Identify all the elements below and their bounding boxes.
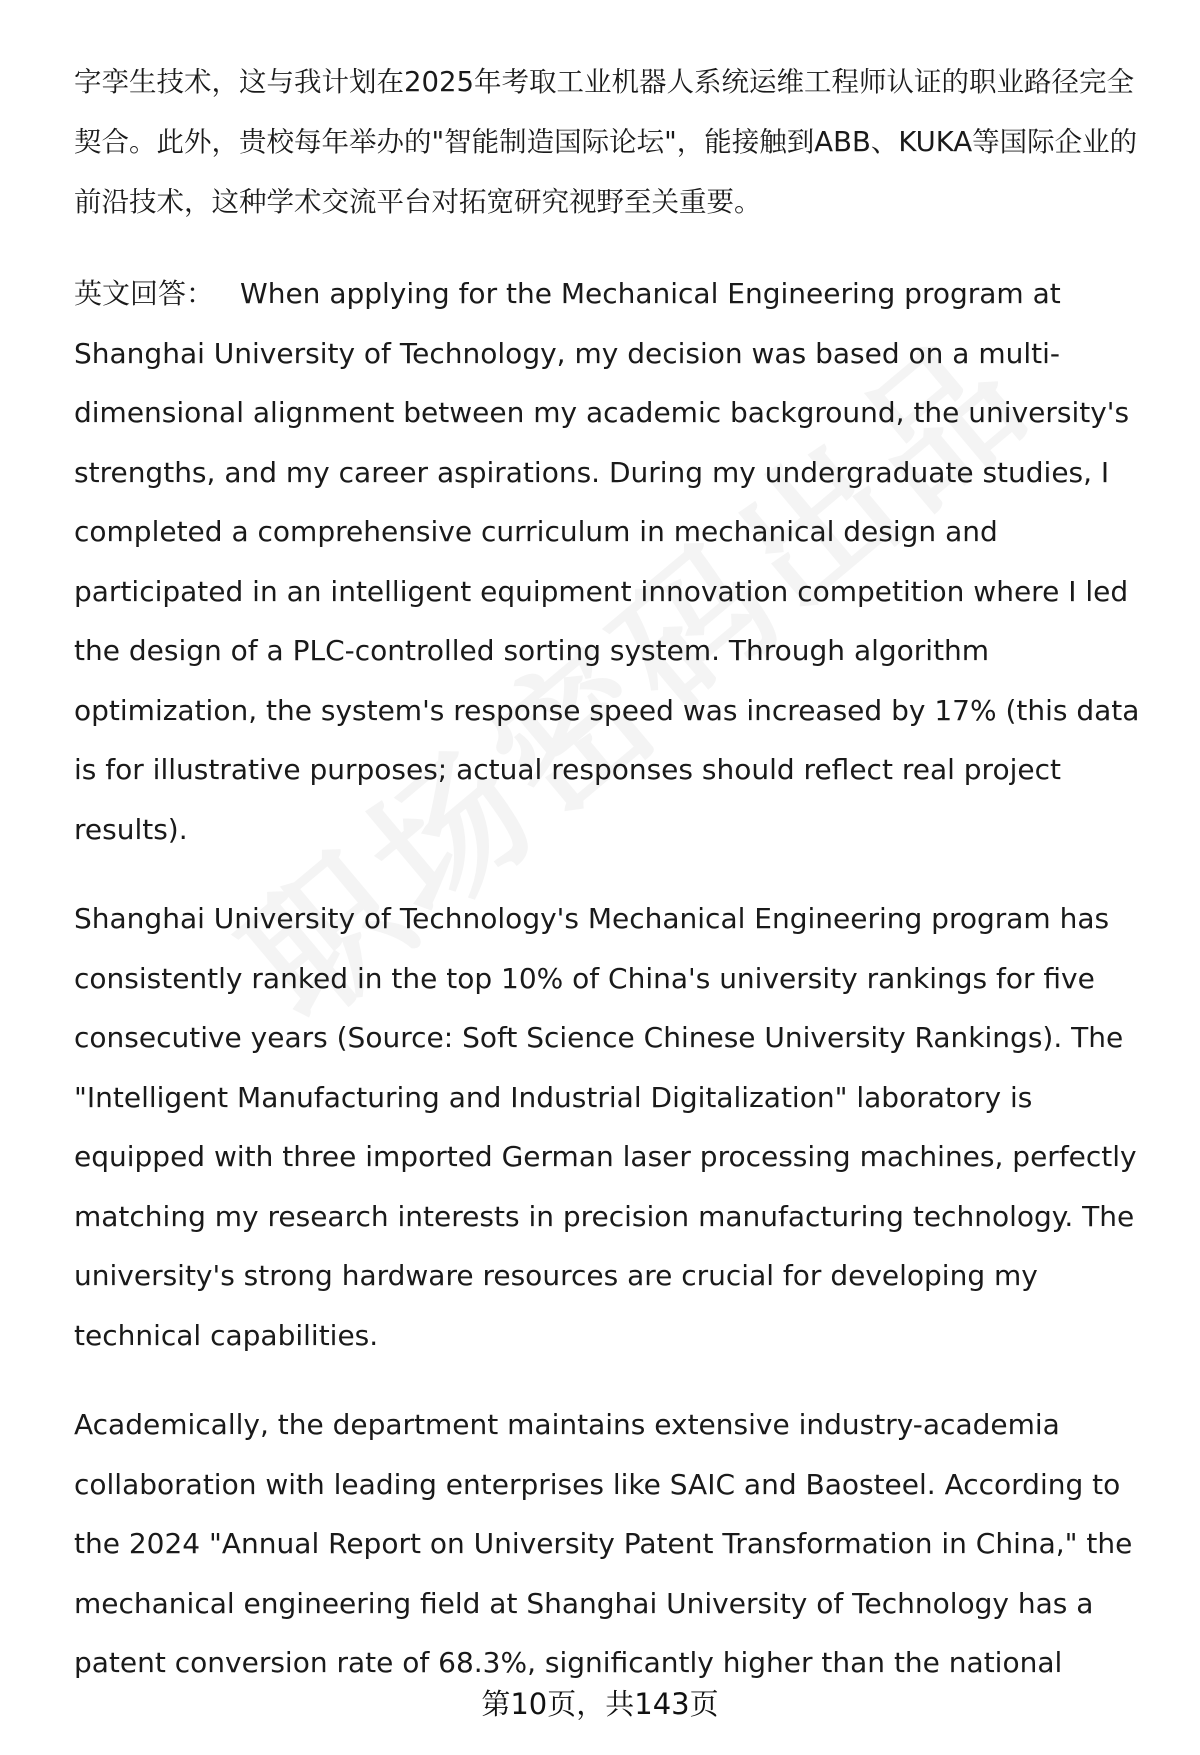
paragraph-program-ranking: Shanghai University of Technology's Mechanical Engineering program has consistently ranked in the top 10% of China's university rankings for five consecutive years (Source: Soft Science Chinese University Rankings). The "Intelligent Manufacturing and Industrial Digitalization" laboratory is equipped with three imported German laser processing machines, perfectly matching my research interests in precision manufacturing technology. The university's strong hardware resources are crucial for developing my technical capabilities. <box>74 902 1137 1352</box>
paragraph-text: When applying for the Mechanical Engineering program at Shanghai University of Technology, my decision was based on a multi-dimensional alignment between my academic background, the university's strengths, and my career aspirations. During my undergraduate studies, I completed a comprehensive curriculum in mechanical design and participated in an intelligent equipment innovation competition where I led the design of a PLC-controlled sorting system. Through algorithm optimization, the system's response speed was increased by 17% (this data is for illustrative purposes; actual responses should reflect real project results). <box>74 277 1140 846</box>
answer-label: 英文回答： <box>74 277 215 310</box>
paragraph-academic-collaboration: Academically, the department maintains extensive industry-academia collaboration with leading enterprises like SAIC and Baosteel. According to the 2024 "Annual Report on University Patent Transformation in China," the mechanical engineering field at Shanghai University of Technology has a patent conversion rate of 68.3%, significantly higher than the national <box>74 1408 1133 1679</box>
paragraph-english-answer <box>74 264 1154 859</box>
paragraph-chinese-intro: 字孪生技术，这与我计划在2025年考取工业机器人系统运维工程师认证的职业路径完全契合。此外，贵校每年举办的"智能制造国际论坛"，能接触到ABB、KUKA等国际企业的前沿技术，这种学术交流平台对拓宽研究视野至关重要。 <box>74 66 1138 218</box>
page-number-footer: 第10页，共143页 <box>481 1687 719 1721</box>
document-body <box>74 52 1154 1723</box>
